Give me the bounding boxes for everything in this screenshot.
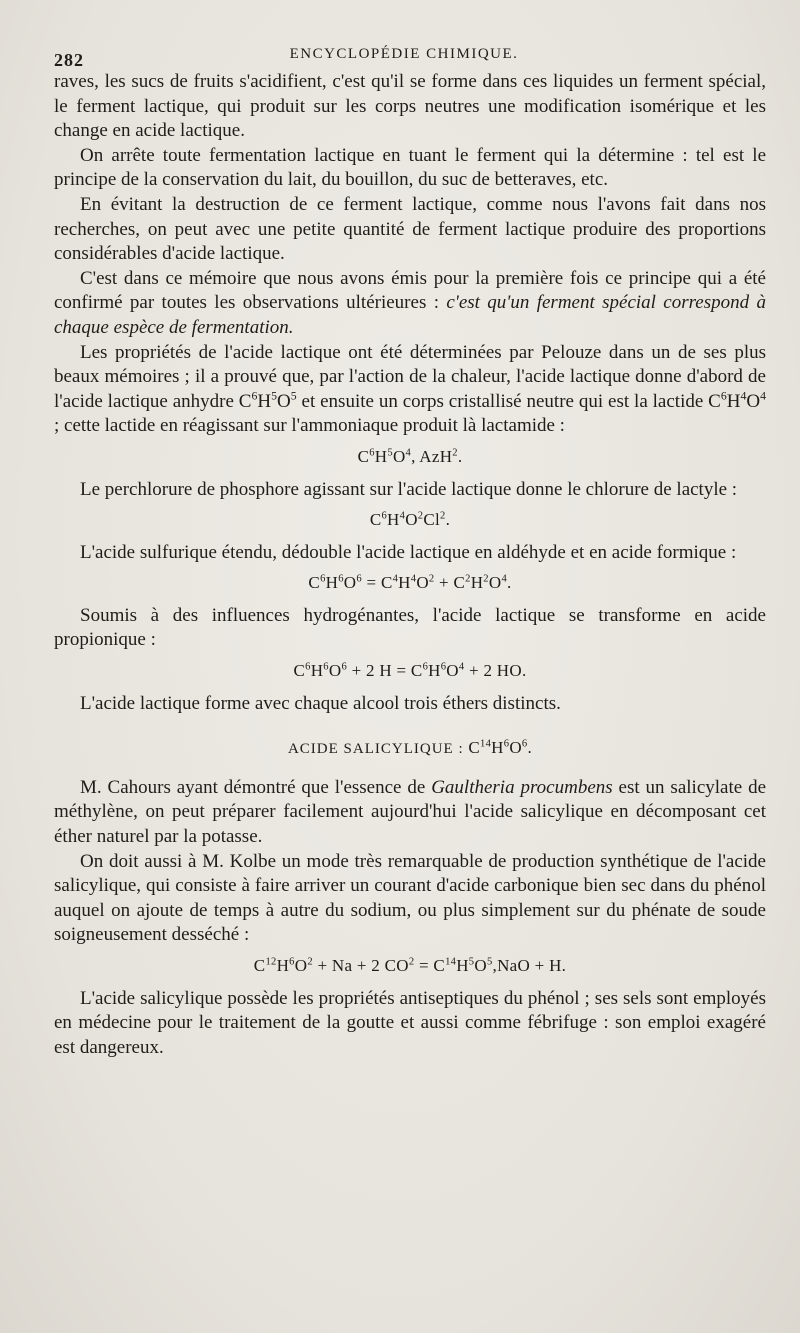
section-heading: ACIDE SALICYLIQUE : $C^{14}H^6O^6$. [287, 738, 533, 758]
running-head: ENCYCLOPÉDIE CHIMIQUE. [289, 46, 519, 62]
paragraph-text: ; cette lactide en réagissant sur l'ammoniaque produit là lactamide : [54, 415, 565, 437]
paragraph: Soumis à des influences hydrogénantes, l'acide lactique se transforme en acide propionique : [54, 604, 766, 651]
italic-species: Gaultheria procumbens [431, 776, 613, 798]
paragraph: En évitant la destruction de ce ferment lactique, comme nous l'avons fait dans nos recherches, on peut avec une petite quantité de ferment lactique produire des proportions considérables d'acide lactique. [54, 193, 766, 265]
paragraph [54, 267, 766, 341]
paragraph: L'acide salicylique possède les propriétés antiseptiques du phénol ; ses sels sont employés en médecine pour le traitement de la goutte et aussi comme fébrifuge : son emploi exagéré est dangereux. [54, 987, 766, 1058]
paragraph: L'acide lactique forme avec chaque alcool trois éthers distincts. [80, 692, 561, 714]
section-title: ACIDE SALICYLIQUE : [287, 741, 469, 758]
paragraph-text: M. Cahours ayant démontré que l'essence de [80, 776, 432, 798]
paragraph: Les propriétés de l'acide lactique ont été déterminées par Pelouze dans un de ses plus beaux mémoires ; il a prouvé que, par l'action de la chaleur, l'acide lactique donne d'abord de l'acide lactique anhydre $C^6H^5O^5$ et ensuite un corps cristallisé neutre qui est la lactide $C^6H^4O^4$ ; cette lactide en réagissant sur l'ammoniaque produit là lactamide : [54, 341, 766, 437]
paragraph: Le perchlorure de phosphore agissant sur l'acide lactique donne le chlorure de lactyle : [80, 478, 738, 500]
italic-principle: c'est qu'un ferment spécial correspond à chaque espèce de fermentation. [54, 292, 766, 338]
body-text [54, 70, 766, 1060]
formula-kolbe: $C^{12}H^6O^2 + Na + 2$ $CO^2 = C^{14}H^5O^5,NaO + H$. [253, 956, 567, 975]
paragraph-text: C'est dans ce mémoire que nous avons émis pour la première fois ce principe qui a été confirmé par toutes les observations ultérieures : [54, 267, 766, 314]
paragraph-text: Les propriétés de l'acide lactique ont été déterminées par Pelouze dans un de ses plus beaux mémoires ; il a prouvé que, par l'action de la chaleur, l'acide lactique donne d'abord de l'acide lactique anhydre C [54, 341, 766, 412]
page-header [54, 46, 754, 70]
paragraph: L'acide sulfurique étendu, dédouble l'acide lactique en aldéhyde et en acide formique : [80, 541, 737, 563]
paragraph-text: et ensuite un corps cristallisé neutre qui est la lactide C [296, 390, 721, 412]
formula-decomposition: $C^6H^6O^6 = C^4H^4O^2 + C^2H^2O^4$. [308, 573, 512, 593]
formula-lactyl-chloride: $C^6H^4O^2Cl^2$. [369, 510, 451, 530]
paragraph: raves, les sucs de fruits s'acidifient, c'est qu'il se forme dans ces liquides un ferment spécial, le ferment lactique, qui produit sur les corps neutres une modification isomérique et les change en acide lactique. [54, 71, 766, 142]
page-number: 282 [54, 50, 84, 70]
formula-lactamide: $C^6H^5O^4$, AzH$^2$. [357, 446, 463, 466]
formula-propionic: $C^6H^6O^6 + 2$ $H = C^6H^6O^4 + 2$ HO. [293, 661, 527, 681]
paragraph [54, 776, 766, 850]
paragraph-text: est un salicylate de méthylène, on peut préparer facilement aujourd'hui l'acide salicylique en décomposant cet éther naturel par la potasse. [54, 776, 766, 848]
paragraph: On arrête toute fermentation lactique en tuant le ferment qui la détermine : tel est le principe de la conservation du lait, du bouillon, du suc de betteraves, etc. [54, 144, 766, 191]
paragraph: On doit aussi à M. Kolbe un mode très remarquable de production synthétique de l'acide salicylique, qui consiste à faire arriver un courant d'acide carbonique bien sec dans du phénol auquel on ajoute de temps à autre du sodium, ou plus simplement sur du phénate de soude soigneusement desséché : [54, 850, 766, 946]
